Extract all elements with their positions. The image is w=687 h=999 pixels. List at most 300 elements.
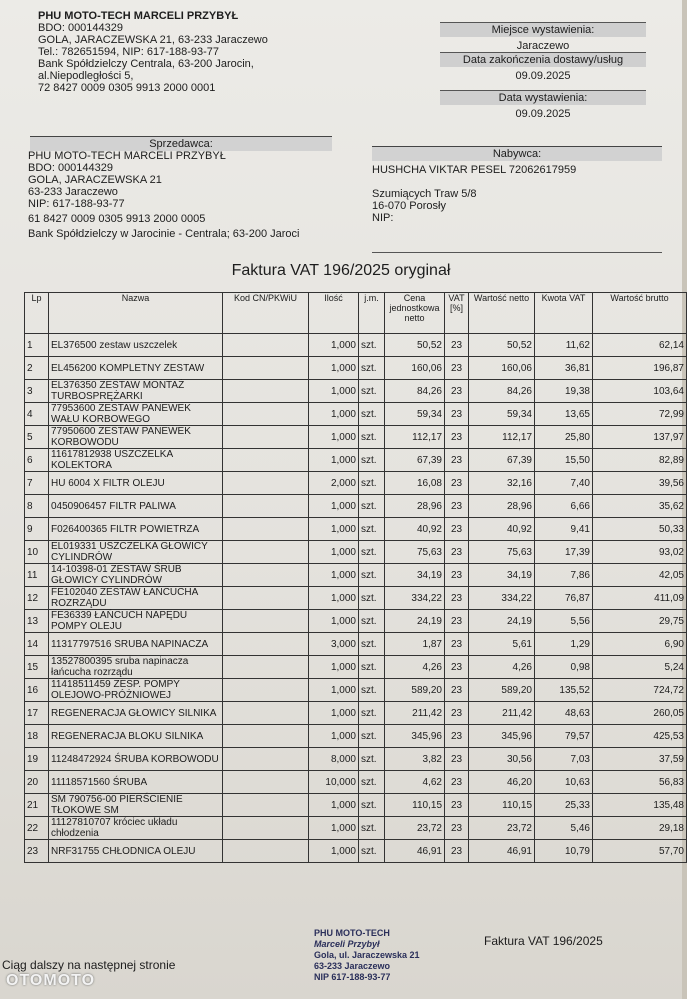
- stamp-line: Gola, ul. Jaraczewska 21: [314, 950, 420, 960]
- row-lp: 14: [25, 633, 49, 656]
- row-name: EL456200 KOMPLETNY ZESTAW: [49, 357, 223, 380]
- row-price: 40,92: [385, 518, 445, 541]
- row-lp: 22: [25, 817, 49, 840]
- row-name: HU 6004 X FILTR OLEJU: [49, 472, 223, 495]
- row-code: [223, 357, 309, 380]
- row-price: 67,39: [385, 449, 445, 472]
- row-vat: 23: [445, 771, 469, 794]
- row-gross: 62,14: [593, 334, 687, 357]
- row-unit: szt.: [359, 610, 385, 633]
- row-lp: 6: [25, 449, 49, 472]
- row-name: 11248472924 ŚRUBA KORBOWODU: [49, 748, 223, 771]
- row-net: 59,34: [469, 403, 535, 426]
- row-gross: 5,24: [593, 656, 687, 679]
- row-net: 46,91: [469, 840, 535, 863]
- row-net: 24,19: [469, 610, 535, 633]
- row-name: FE102040 ZESTAW ŁAŃCUCHA ROZRZĄDU: [49, 587, 223, 610]
- row-gross: 37,59: [593, 748, 687, 771]
- seller-header: [38, 10, 268, 94]
- row-price: 345,96: [385, 725, 445, 748]
- row-qty: 1,000: [309, 380, 359, 403]
- continued-note: Ciąg dalszy na następnej stronie: [2, 958, 176, 972]
- buyer-line: NIP:: [372, 212, 394, 224]
- row-code: [223, 840, 309, 863]
- row-code: [223, 610, 309, 633]
- row-lp: 8: [25, 495, 49, 518]
- row-gross: 72,99: [593, 403, 687, 426]
- row-unit: szt.: [359, 380, 385, 403]
- row-price: 160,06: [385, 357, 445, 380]
- row-vat-amount: 76,87: [535, 587, 593, 610]
- row-net: 28,96: [469, 495, 535, 518]
- row-qty: 1,000: [309, 403, 359, 426]
- row-unit: szt.: [359, 334, 385, 357]
- row-lp: 18: [25, 725, 49, 748]
- row-vat-amount: 135,52: [535, 679, 593, 702]
- row-qty: 1,000: [309, 518, 359, 541]
- row-net: 5,61: [469, 633, 535, 656]
- row-unit: szt.: [359, 587, 385, 610]
- row-qty: 1,000: [309, 587, 359, 610]
- row-qty: 1,000: [309, 495, 359, 518]
- row-net: 345,96: [469, 725, 535, 748]
- row-qty: 1,000: [309, 541, 359, 564]
- row-gross: 196,87: [593, 357, 687, 380]
- row-qty: 1,000: [309, 564, 359, 587]
- row-net: 589,20: [469, 679, 535, 702]
- row-unit: szt.: [359, 541, 385, 564]
- row-gross: 29,75: [593, 610, 687, 633]
- row-price: 1,87: [385, 633, 445, 656]
- row-lp: 20: [25, 771, 49, 794]
- row-lp: 21: [25, 794, 49, 817]
- table-row: [25, 357, 687, 380]
- row-net: 75,63: [469, 541, 535, 564]
- row-price: 59,34: [385, 403, 445, 426]
- row-vat-amount: 15,50: [535, 449, 593, 472]
- stamp-line: Marceli Przybył: [314, 939, 380, 949]
- row-lp: 13: [25, 610, 49, 633]
- col-unit: j.m.: [359, 293, 385, 334]
- row-vat: 23: [445, 357, 469, 380]
- row-vat: 23: [445, 587, 469, 610]
- row-price: 3,82: [385, 748, 445, 771]
- table-row: [25, 794, 687, 817]
- row-vat-amount: 7,86: [535, 564, 593, 587]
- row-vat: 23: [445, 334, 469, 357]
- row-price: 334,22: [385, 587, 445, 610]
- row-vat: 23: [445, 817, 469, 840]
- row-unit: szt.: [359, 702, 385, 725]
- row-lp: 12: [25, 587, 49, 610]
- row-name: 0450906457 FILTR PALIWA: [49, 495, 223, 518]
- row-name: EL019331 USZCZELKA GŁOWICY CYLINDRÓW: [49, 541, 223, 564]
- row-vat: 23: [445, 564, 469, 587]
- row-vat-amount: 1,29: [535, 633, 593, 656]
- col-net: Wartość netto: [469, 293, 535, 334]
- row-vat-amount: 10,63: [535, 771, 593, 794]
- row-name: 77950600 ZESTAW PANEWEK KORBOWODU: [49, 426, 223, 449]
- row-net: 110,15: [469, 794, 535, 817]
- col-code: Kod CN/PKWiU: [223, 293, 309, 334]
- row-name: 13527800395 sruba napinacza łańcucha rozrządu: [49, 656, 223, 679]
- seller-line: Bank Spółdzielczy w Jarocinie - Centrala; 63-200 Jaroci: [28, 228, 300, 240]
- seller-header-line: GOLA, JARACZEWSKA 21, 63-233 Jaraczewo: [38, 34, 268, 46]
- row-code: [223, 633, 309, 656]
- delivery-label: Data zakończenia dostawy/usług: [440, 52, 646, 67]
- row-unit: szt.: [359, 817, 385, 840]
- otomoto-watermark: OTOMOTO: [6, 972, 96, 989]
- table-row: [25, 656, 687, 679]
- row-vat: 23: [445, 725, 469, 748]
- row-vat: 23: [445, 449, 469, 472]
- row-unit: szt.: [359, 748, 385, 771]
- row-vat-amount: 48,63: [535, 702, 593, 725]
- row-vat: 23: [445, 495, 469, 518]
- row-price: 28,96: [385, 495, 445, 518]
- table-row: [25, 679, 687, 702]
- row-net: 112,17: [469, 426, 535, 449]
- row-gross: 82,89: [593, 449, 687, 472]
- row-price: 23,72: [385, 817, 445, 840]
- row-code: [223, 426, 309, 449]
- row-qty: 10,000: [309, 771, 359, 794]
- row-vat-amount: 79,57: [535, 725, 593, 748]
- table-row: [25, 702, 687, 725]
- row-price: 589,20: [385, 679, 445, 702]
- table-row: [25, 564, 687, 587]
- seller-details: [28, 150, 299, 240]
- row-name: REGENERACJA BLOKU SILNIKA: [49, 725, 223, 748]
- row-price: 34,19: [385, 564, 445, 587]
- issue-value: 09.09.2025: [515, 108, 571, 120]
- row-vat-amount: 0,98: [535, 656, 593, 679]
- place-value: Jaraczewo: [516, 40, 570, 52]
- row-price: 46,91: [385, 840, 445, 863]
- row-qty: 1,000: [309, 794, 359, 817]
- seller-line: 61 8427 0009 0305 9913 2000 0005: [28, 213, 206, 225]
- row-qty: 1,000: [309, 449, 359, 472]
- col-price: Cena jednostkowa netto: [385, 293, 445, 334]
- row-gross: 137,97: [593, 426, 687, 449]
- table-row: [25, 748, 687, 771]
- row-gross: 29,18: [593, 817, 687, 840]
- table-row: [25, 518, 687, 541]
- row-gross: 35,62: [593, 495, 687, 518]
- row-vat-amount: 6,66: [535, 495, 593, 518]
- row-net: 30,56: [469, 748, 535, 771]
- row-vat-amount: 19,38: [535, 380, 593, 403]
- delivery-box: [440, 52, 646, 84]
- row-name: 11127810707 króciec układu chłodzenia: [49, 817, 223, 840]
- row-vat-amount: 7,40: [535, 472, 593, 495]
- row-code: [223, 541, 309, 564]
- row-vat: 23: [445, 679, 469, 702]
- row-lp: 9: [25, 518, 49, 541]
- row-gross: 42,05: [593, 564, 687, 587]
- row-name: EL376350 ZESTAW MONTAŻ TURBOSPRĘŻARKI: [49, 380, 223, 403]
- row-vat-amount: 25,80: [535, 426, 593, 449]
- seller-line: PHU MOTO-TECH MARCELI PRZYBYŁ: [28, 150, 226, 162]
- row-name: 11617812938 USZCZELKA KOLEKTORA: [49, 449, 223, 472]
- row-net: 334,22: [469, 587, 535, 610]
- row-qty: 1,000: [309, 656, 359, 679]
- row-lp: 7: [25, 472, 49, 495]
- row-lp: 16: [25, 679, 49, 702]
- table-row: [25, 541, 687, 564]
- row-qty: 1,000: [309, 702, 359, 725]
- row-unit: szt.: [359, 656, 385, 679]
- row-net: 46,20: [469, 771, 535, 794]
- row-vat: 23: [445, 633, 469, 656]
- seller-header-line: PHU MOTO-TECH MARCELI PRZYBYŁ: [38, 10, 239, 22]
- row-lp: 10: [25, 541, 49, 564]
- row-price: 75,63: [385, 541, 445, 564]
- row-name: 14-10398-01 ZESTAW ŚRUB GŁOWICY CYLINDRÓW: [49, 564, 223, 587]
- table-row: [25, 633, 687, 656]
- row-lp: 17: [25, 702, 49, 725]
- seller-line: BDO: 000144329: [28, 162, 114, 174]
- row-price: 112,17: [385, 426, 445, 449]
- table-row: [25, 771, 687, 794]
- row-lp: 3: [25, 380, 49, 403]
- row-unit: szt.: [359, 679, 385, 702]
- delivery-value: 09.09.2025: [515, 70, 571, 82]
- row-gross: 56,83: [593, 771, 687, 794]
- row-name: EL376500 zestaw uszczelek: [49, 334, 223, 357]
- buyer-line: 16-070 Porosły: [372, 200, 446, 212]
- row-price: 4,26: [385, 656, 445, 679]
- row-lp: 15: [25, 656, 49, 679]
- footer-doc-ref: Faktura VAT 196/2025: [484, 934, 603, 948]
- row-code: [223, 518, 309, 541]
- row-net: 23,72: [469, 817, 535, 840]
- row-code: [223, 564, 309, 587]
- row-gross: 724,72: [593, 679, 687, 702]
- stamp-line: NIP 617-188-93-77: [314, 972, 391, 982]
- row-gross: 260,05: [593, 702, 687, 725]
- row-vat-amount: 10,79: [535, 840, 593, 863]
- table-row: [25, 725, 687, 748]
- row-net: 211,42: [469, 702, 535, 725]
- row-qty: 3,000: [309, 633, 359, 656]
- row-name: F026400365 FILTR POWIETRZA: [49, 518, 223, 541]
- seller-header-line: al.Niepodległości 5,: [38, 70, 134, 82]
- row-code: [223, 771, 309, 794]
- table-row: [25, 380, 687, 403]
- row-price: 16,08: [385, 472, 445, 495]
- col-qty: Ilość: [309, 293, 359, 334]
- row-qty: 1,000: [309, 334, 359, 357]
- row-qty: 1,000: [309, 725, 359, 748]
- buyer-underline: [372, 252, 662, 253]
- row-price: 84,26: [385, 380, 445, 403]
- row-qty: 1,000: [309, 840, 359, 863]
- row-vat-amount: 7,03: [535, 748, 593, 771]
- row-net: 34,19: [469, 564, 535, 587]
- table-row: [25, 334, 687, 357]
- buyer-details: [372, 164, 576, 224]
- row-gross: 57,70: [593, 840, 687, 863]
- invoice-title: Faktura VAT 196/2025 oryginał: [231, 262, 451, 279]
- row-gross: 39,56: [593, 472, 687, 495]
- row-vat: 23: [445, 610, 469, 633]
- col-lp: Lp: [25, 293, 49, 334]
- row-price: 4,62: [385, 771, 445, 794]
- buyer-line: Szumiących Traw 5/8: [372, 188, 477, 200]
- row-qty: 1,000: [309, 817, 359, 840]
- issue-label: Data wystawienia:: [440, 90, 646, 105]
- row-net: 84,26: [469, 380, 535, 403]
- seller-line: NIP: 617-188-93-77: [28, 198, 125, 210]
- row-vat: 23: [445, 472, 469, 495]
- row-code: [223, 472, 309, 495]
- row-lp: 23: [25, 840, 49, 863]
- row-code: [223, 702, 309, 725]
- row-unit: szt.: [359, 403, 385, 426]
- table-row: [25, 472, 687, 495]
- row-gross: 50,33: [593, 518, 687, 541]
- items-table: [24, 292, 687, 863]
- row-gross: 6,90: [593, 633, 687, 656]
- company-stamp: [314, 928, 474, 983]
- row-vat-amount: 36,81: [535, 357, 593, 380]
- row-code: [223, 587, 309, 610]
- seller-header-line: Bank Spółdzielczy Centrala, 63-200 Jarocin,: [38, 58, 254, 70]
- seller-header-line: BDO: 000144329: [38, 22, 124, 34]
- col-vat-amount: Kwota VAT: [535, 293, 593, 334]
- table-header-row: [25, 293, 687, 334]
- row-qty: 1,000: [309, 610, 359, 633]
- row-name: 11317797516 SRUBA NAPINACZA: [49, 633, 223, 656]
- seller-line: GOLA, JARACZEWSKA 21: [28, 174, 162, 186]
- row-lp: 19: [25, 748, 49, 771]
- row-qty: 1,000: [309, 357, 359, 380]
- row-lp: 5: [25, 426, 49, 449]
- row-qty: 8,000: [309, 748, 359, 771]
- row-vat: 23: [445, 748, 469, 771]
- row-unit: szt.: [359, 725, 385, 748]
- row-lp: 11: [25, 564, 49, 587]
- row-vat: 23: [445, 794, 469, 817]
- table-row: [25, 426, 687, 449]
- row-unit: szt.: [359, 472, 385, 495]
- row-qty: 1,000: [309, 679, 359, 702]
- row-price: 24,19: [385, 610, 445, 633]
- row-unit: szt.: [359, 564, 385, 587]
- row-code: [223, 334, 309, 357]
- row-name: 11118571560 ŚRUBA: [49, 771, 223, 794]
- seller-line: 63-233 Jaraczewo: [28, 186, 118, 198]
- row-net: 160,06: [469, 357, 535, 380]
- table-row: [25, 403, 687, 426]
- table-row: [25, 495, 687, 518]
- row-vat-amount: 11,62: [535, 334, 593, 357]
- row-vat: 23: [445, 656, 469, 679]
- row-gross: 425,53: [593, 725, 687, 748]
- row-net: 67,39: [469, 449, 535, 472]
- row-unit: szt.: [359, 449, 385, 472]
- row-code: [223, 656, 309, 679]
- row-name: FE36339 ŁAŃCUCH NAPĘDU POMPY OLEJU: [49, 610, 223, 633]
- row-gross: 93,02: [593, 541, 687, 564]
- row-qty: 2,000: [309, 472, 359, 495]
- col-gross: Wartość brutto: [593, 293, 687, 334]
- buyer-heading: Nabywca:: [372, 146, 662, 161]
- row-vat-amount: 5,56: [535, 610, 593, 633]
- table-row: [25, 840, 687, 863]
- row-vat-amount: 5,46: [535, 817, 593, 840]
- row-code: [223, 449, 309, 472]
- row-vat: 23: [445, 403, 469, 426]
- issue-box: [440, 90, 646, 122]
- row-code: [223, 725, 309, 748]
- row-vat-amount: 13,65: [535, 403, 593, 426]
- row-unit: szt.: [359, 357, 385, 380]
- row-qty: 1,000: [309, 426, 359, 449]
- row-unit: szt.: [359, 771, 385, 794]
- row-unit: szt.: [359, 426, 385, 449]
- row-code: [223, 403, 309, 426]
- col-vat: VAT [%]: [445, 293, 469, 334]
- row-unit: szt.: [359, 495, 385, 518]
- row-gross: 103,64: [593, 380, 687, 403]
- table-row: [25, 817, 687, 840]
- row-price: 211,42: [385, 702, 445, 725]
- row-name: NRF31755 CHŁODNICA OLEJU: [49, 840, 223, 863]
- row-unit: szt.: [359, 840, 385, 863]
- row-net: 40,92: [469, 518, 535, 541]
- row-code: [223, 748, 309, 771]
- stamp-line: 63-233 Jaraczewo: [314, 961, 391, 971]
- row-vat-amount: 17,39: [535, 541, 593, 564]
- row-gross: 135,48: [593, 794, 687, 817]
- row-code: [223, 679, 309, 702]
- place-label: Miejsce wystawienia:: [440, 22, 646, 37]
- row-name: REGENERACJA GŁOWICY SILNIKA: [49, 702, 223, 725]
- table-row: [25, 610, 687, 633]
- buyer-line: [372, 176, 576, 188]
- row-vat: 23: [445, 840, 469, 863]
- row-lp: 1: [25, 334, 49, 357]
- row-net: 4,26: [469, 656, 535, 679]
- table-row: [25, 587, 687, 610]
- row-price: 110,15: [385, 794, 445, 817]
- row-price: 50,52: [385, 334, 445, 357]
- table-row: [25, 449, 687, 472]
- row-name: SM 790756-00 PIERŚCIENIE TŁOKOWE SM: [49, 794, 223, 817]
- buyer-line: HUSHCHA VIKTAR PESEL 72062617959: [372, 164, 577, 176]
- row-unit: szt.: [359, 633, 385, 656]
- row-net: 50,52: [469, 334, 535, 357]
- row-vat: 23: [445, 541, 469, 564]
- seller-header-line: Tel.: 782651594, NIP: 617-188-93-77: [38, 46, 220, 58]
- row-name: 77953600 ZESTAW PANEWEK WAŁU KORBOWEGO: [49, 403, 223, 426]
- seller-heading: Sprzedawca:: [30, 136, 332, 151]
- row-lp: 4: [25, 403, 49, 426]
- row-vat: 23: [445, 426, 469, 449]
- row-name: 11418511459 ZESP. POMPY OLEJOWO-PRÓŻNIOWEJ: [49, 679, 223, 702]
- row-vat: 23: [445, 380, 469, 403]
- row-vat: 23: [445, 702, 469, 725]
- row-code: [223, 817, 309, 840]
- stamp-line: PHU MOTO-TECH: [314, 928, 390, 938]
- col-name: Nazwa: [49, 293, 223, 334]
- row-vat-amount: 9,41: [535, 518, 593, 541]
- seller-header-line: 72 8427 0009 0305 9913 2000 0001: [38, 82, 216, 94]
- row-code: [223, 380, 309, 403]
- row-lp: 2: [25, 357, 49, 380]
